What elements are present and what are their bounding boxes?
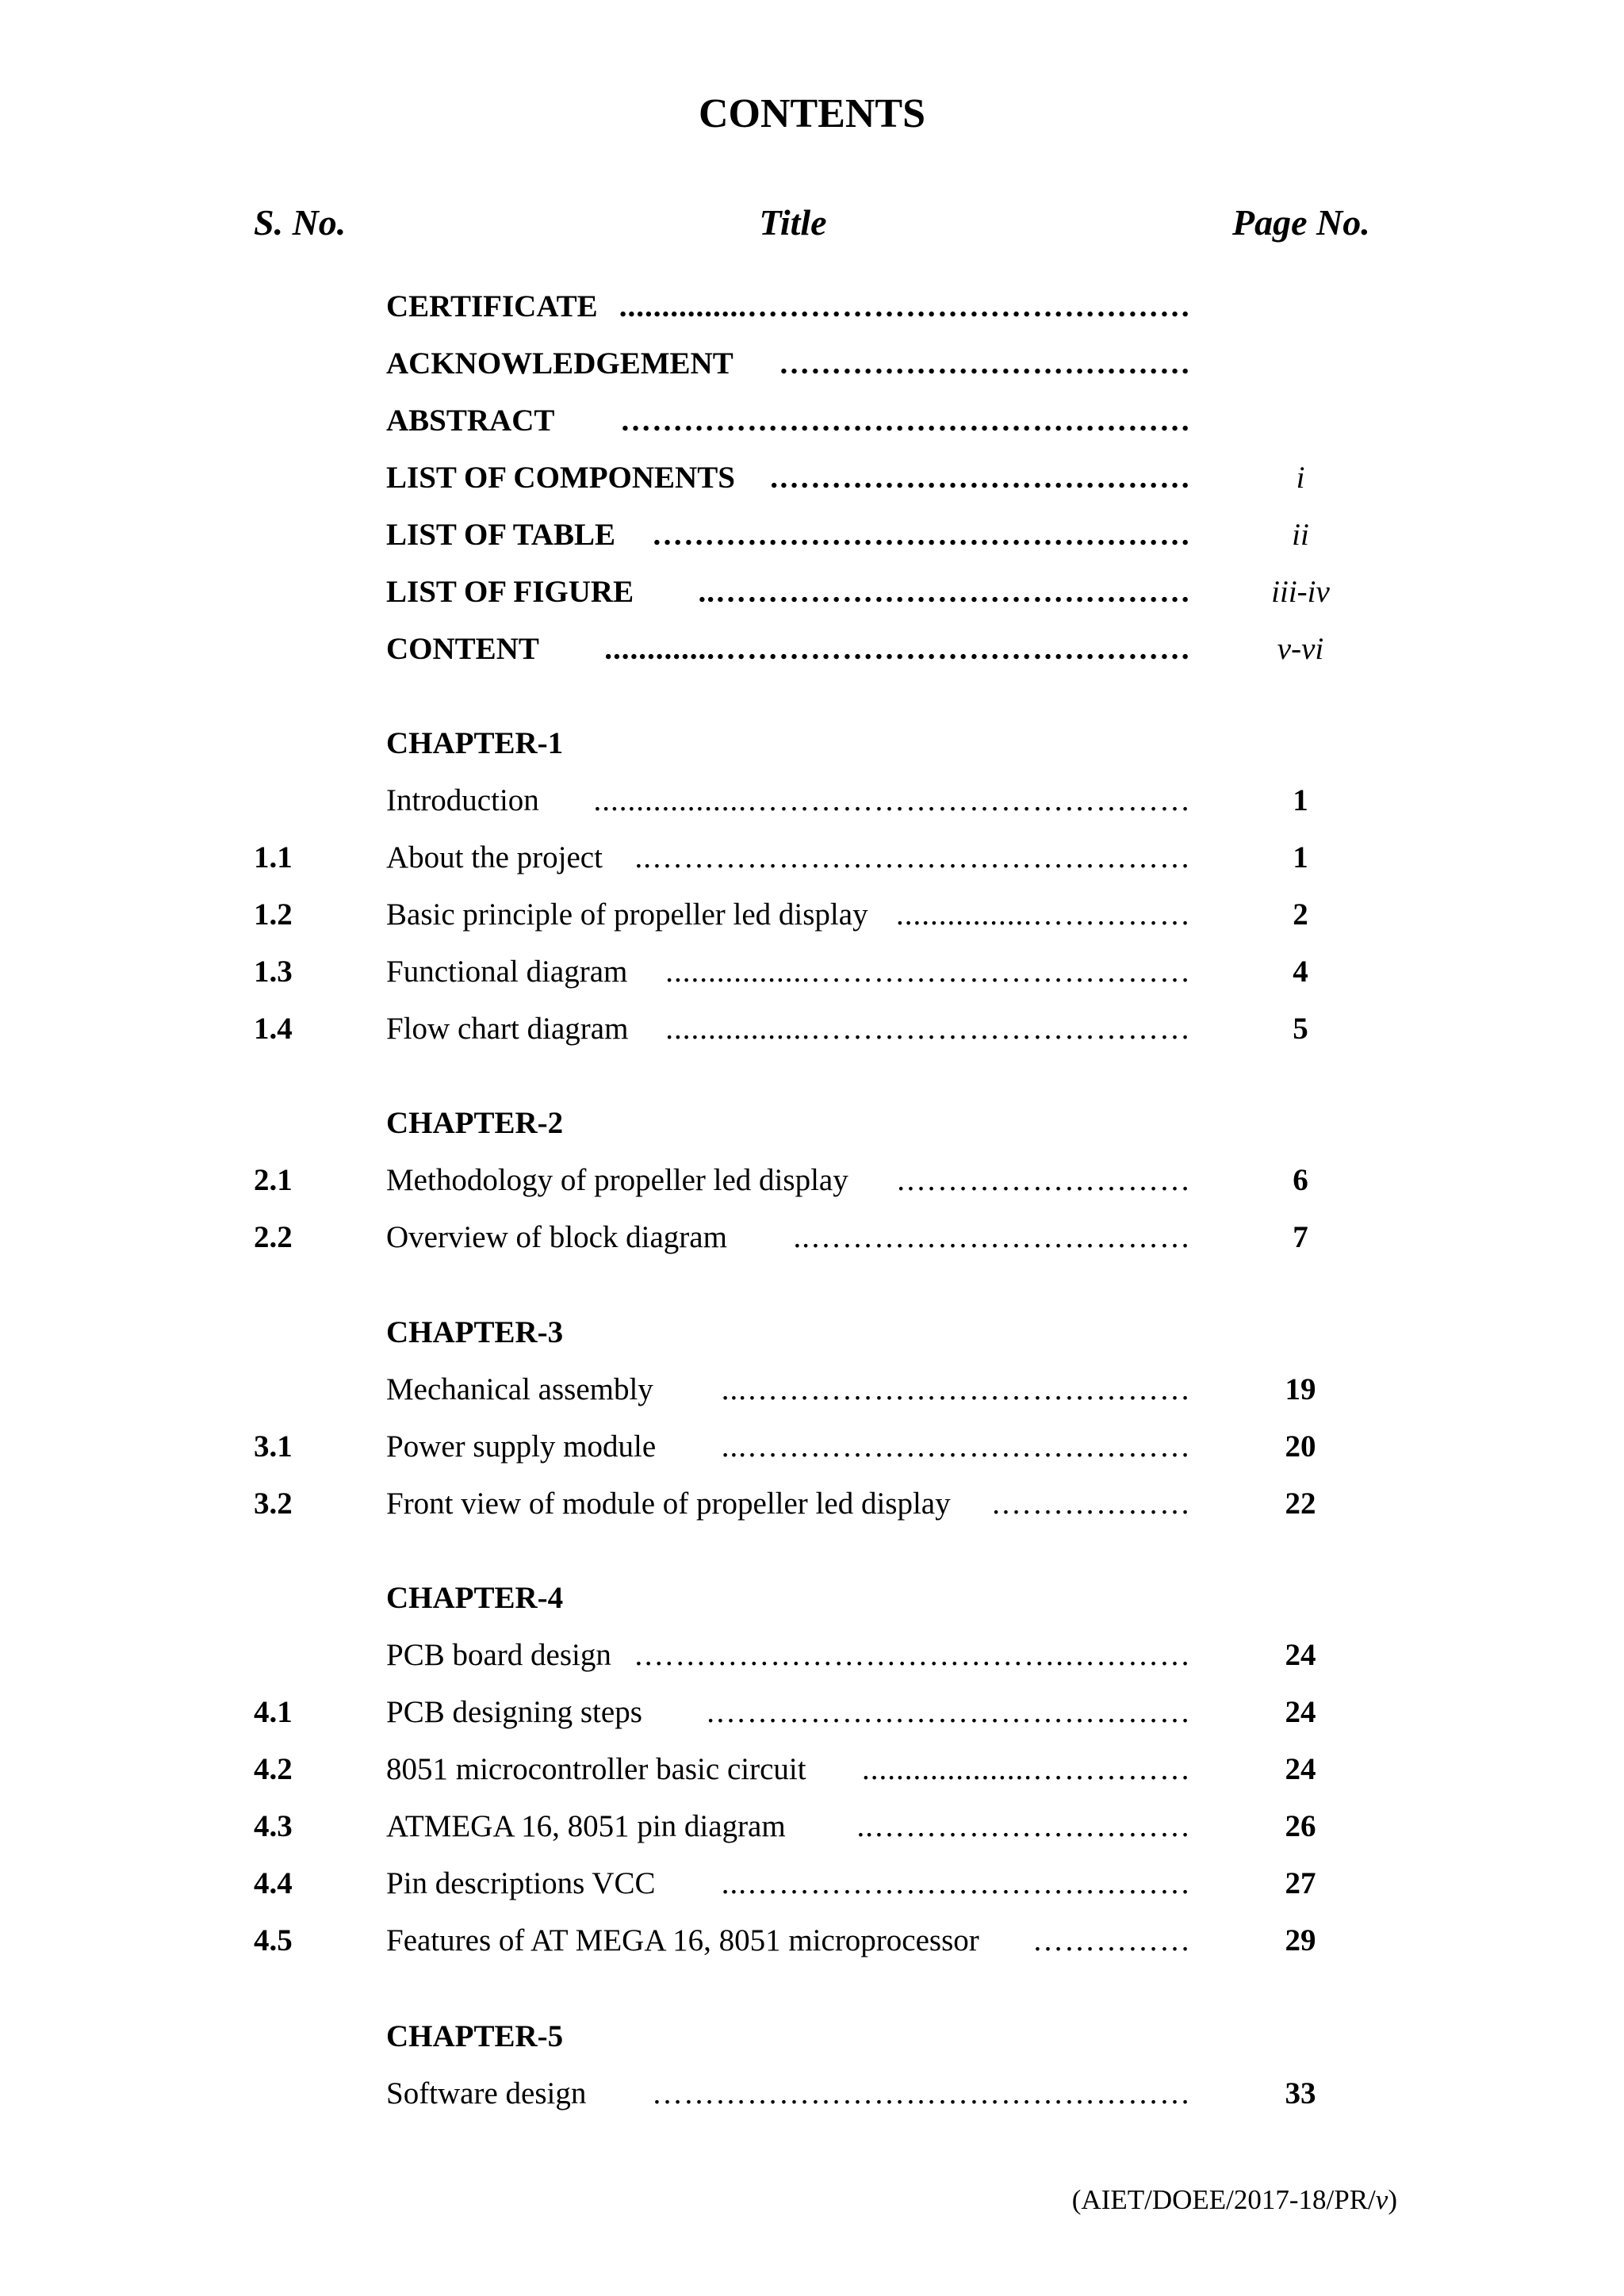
- footer-page-roman: v: [1375, 2184, 1388, 2215]
- toc-entry[interactable]: [0, 899, 1624, 947]
- page-number: i: [1296, 461, 1305, 495]
- front-matter-item[interactable]: [0, 576, 1624, 624]
- page-title: CONTENTS: [698, 91, 926, 136]
- page-number: 22: [1285, 1487, 1316, 1521]
- leader-dots: ……………………………………………: [652, 519, 1191, 550]
- toc-entry[interactable]: [0, 1374, 1624, 1422]
- toc-entry[interactable]: [0, 785, 1624, 832]
- page-number: 24: [1285, 1752, 1316, 1786]
- leader-dots: ………….………………………………….: [634, 1640, 1191, 1670]
- toc-entry[interactable]: [0, 1222, 1624, 1269]
- chapter-title: CHAPTER-2: [386, 1106, 564, 1140]
- page-number: v-vi: [1277, 632, 1324, 666]
- leader-dots: ……………………………………...: [721, 1868, 1191, 1899]
- chapter-heading[interactable]: [0, 1317, 1624, 1364]
- page-number: 20: [1285, 1429, 1316, 1464]
- front-matter-item[interactable]: [0, 519, 1624, 567]
- leader-dots: ……………....................: [862, 1754, 1191, 1785]
- section-number: 4.4: [254, 1866, 293, 1900]
- entry-label: Functional diagram: [386, 955, 628, 989]
- entry-label: Methodology of propeller led display: [386, 1163, 848, 1197]
- leader-dots: ………………………………………..: [698, 576, 1191, 607]
- page-number: 24: [1285, 1695, 1316, 1729]
- toc-entry[interactable]: [0, 1697, 1624, 1744]
- page-number: 1: [1293, 783, 1308, 817]
- page-number: 27: [1285, 1866, 1316, 1900]
- chapter-title: CHAPTER-3: [386, 1315, 564, 1349]
- leader-dots: ……………………………………………: [652, 2078, 1191, 2109]
- section-number: 4.5: [254, 1923, 293, 1957]
- section-number: 2.1: [254, 1163, 293, 1197]
- column-header-serial-number: S. No.: [254, 202, 347, 243]
- entry-label: Pin descriptions VCC: [386, 1866, 656, 1900]
- entry-label: 8051 microcontroller basic circuit: [386, 1752, 806, 1786]
- leader-dots: ……………………………………...: [721, 1431, 1191, 1462]
- footer-close-paren: ): [1388, 2184, 1397, 2215]
- entry-label: PCB board design: [386, 1638, 611, 1672]
- section-number: 4.1: [254, 1695, 293, 1729]
- page-number: 1: [1293, 840, 1308, 874]
- page-number: 4: [1293, 955, 1308, 989]
- leader-dots: ……………………………………...............: [619, 291, 1191, 322]
- chapter-heading[interactable]: [0, 1108, 1624, 1155]
- front-matter-item[interactable]: [0, 348, 1624, 396]
- leader-dots: ………………………………….: [770, 462, 1191, 493]
- section-number: 4.3: [254, 1809, 293, 1843]
- front-matter-item[interactable]: [0, 633, 1624, 681]
- entry-label: Front view of module of propeller led display: [386, 1487, 951, 1521]
- entry-label: Features of AT MEGA 16, 8051 microprocessor: [386, 1923, 979, 1957]
- toc-entry[interactable]: [0, 956, 1624, 1004]
- leader-dots: …………………………………: [779, 348, 1191, 379]
- entry-label: Basic principle of propeller led display: [386, 897, 868, 932]
- section-number: 4.2: [254, 1752, 293, 1786]
- leader-dots: ………………………………..: [793, 1222, 1191, 1253]
- leader-dots: ……………………………………...: [721, 1374, 1191, 1405]
- column-header-page-number: Page No.: [1232, 202, 1370, 243]
- entry-label: About the project: [386, 840, 603, 874]
- leader-dots: ……………………………………..................: [593, 785, 1191, 816]
- section-number: 1.4: [254, 1012, 293, 1046]
- toc-entry[interactable]: [0, 1925, 1624, 1973]
- entry-label: ATMEGA 16, 8051 pin diagram: [386, 1809, 786, 1843]
- page-number: 5: [1293, 1012, 1308, 1046]
- leader-dots: ……………: [1032, 1925, 1191, 1956]
- leader-dots: ……………................: [896, 899, 1191, 930]
- entry-label: LIST OF TABLE: [386, 518, 616, 552]
- page-number: 7: [1293, 1220, 1308, 1254]
- page-number: 19: [1285, 1372, 1316, 1406]
- toc-entry[interactable]: [0, 2078, 1624, 2126]
- section-number: 3.1: [254, 1429, 293, 1464]
- page-number: 24: [1285, 1638, 1316, 1672]
- toc-entry[interactable]: [0, 1488, 1624, 1536]
- section-number: 3.2: [254, 1487, 293, 1521]
- chapter-heading[interactable]: [0, 1582, 1624, 1630]
- page-number: 6: [1293, 1163, 1308, 1197]
- leader-dots: ……………………………….................: [665, 956, 1191, 987]
- entry-label: Mechanical assembly: [386, 1372, 653, 1406]
- entry-label: CONTENT: [386, 632, 539, 666]
- section-number: 1.2: [254, 897, 293, 932]
- entry-label: CERTIFICATE: [386, 289, 598, 323]
- toc-entry[interactable]: [0, 1165, 1624, 1212]
- leader-dots: ……………………………………….............: [604, 633, 1191, 664]
- leader-dots: ………………………………………………: [620, 405, 1191, 436]
- chapter-title: CHAPTER-1: [386, 726, 564, 760]
- leader-dots: ……………………………………….: [707, 1697, 1191, 1728]
- entry-label: ABSTRACT: [386, 404, 555, 438]
- toc-entry[interactable]: [0, 1640, 1624, 1687]
- section-number: 1.3: [254, 955, 293, 989]
- column-header-title: Title: [759, 202, 827, 243]
- leader-dots: …………………………..: [856, 1811, 1191, 1842]
- page-number: iii-iv: [1271, 575, 1330, 609]
- section-number: 1.1: [254, 840, 293, 874]
- leader-dots: ……………………….: [897, 1165, 1191, 1196]
- toc-entry[interactable]: [0, 1431, 1624, 1479]
- front-matter-item[interactable]: [0, 291, 1624, 339]
- entry-label: LIST OF COMPONENTS: [386, 461, 735, 495]
- entry-label: Flow chart diagram: [386, 1012, 629, 1046]
- entry-label: Introduction: [386, 783, 539, 817]
- footer-reference: (AIET/DOEE/2017-18/PR/: [1071, 2184, 1376, 2215]
- entry-label: ACKNOWLEDGEMENT: [386, 346, 733, 381]
- section-number: 2.2: [254, 1220, 293, 1254]
- entry-label: Power supply module: [386, 1429, 657, 1464]
- page-number: 26: [1285, 1809, 1316, 1843]
- chapter-heading[interactable]: [0, 2021, 1624, 2068]
- page-number: 2: [1293, 897, 1308, 932]
- page-number: ii: [1292, 518, 1309, 552]
- front-matter-item[interactable]: [0, 462, 1624, 510]
- leader-dots: ……………………………………………..: [634, 842, 1191, 873]
- page-number: 33: [1285, 2076, 1316, 2110]
- chapter-title: CHAPTER-5: [386, 2019, 564, 2053]
- page-footer: [1072, 2186, 1397, 2214]
- leader-dots: ……………….: [992, 1488, 1191, 1519]
- entry-label: PCB designing steps: [386, 1695, 642, 1729]
- entry-label: LIST OF FIGURE: [386, 575, 634, 609]
- leader-dots: ……………………………….................: [665, 1013, 1191, 1044]
- chapter-heading[interactable]: [0, 728, 1624, 775]
- toc-entry[interactable]: [0, 842, 1624, 890]
- toc-entry[interactable]: [0, 1811, 1624, 1858]
- toc-entry[interactable]: [0, 1013, 1624, 1061]
- entry-label: Overview of block diagram: [386, 1220, 727, 1254]
- toc-entry[interactable]: [0, 1754, 1624, 1801]
- entry-label: Software design: [386, 2076, 587, 2110]
- toc-entry[interactable]: [0, 1868, 1624, 1915]
- page-number: 29: [1285, 1923, 1316, 1957]
- front-matter-item[interactable]: [0, 405, 1624, 453]
- chapter-title: CHAPTER-4: [386, 1581, 564, 1615]
